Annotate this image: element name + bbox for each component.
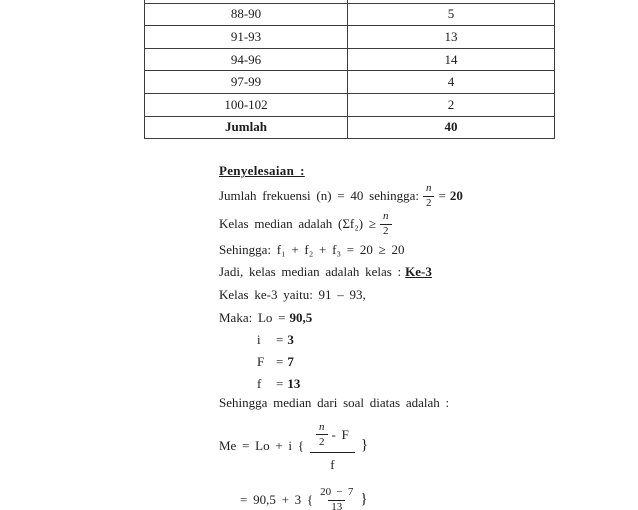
formula-sub-lhs: = 90,5 + 3 { [240,491,314,507]
table-row [145,93,555,116]
var-value: 13 [287,376,301,391]
fraction-numerator: n [319,420,325,433]
var-name: f [257,376,262,391]
line6-text: Maka: Lo = [219,310,286,325]
frequency-cell: 2 [348,93,555,116]
total-label-cell: Jumlah [145,116,348,139]
table-row [145,26,555,49]
formula-lhs: Me = Lo + i { [219,437,305,453]
line2-text: Kelas median adalah (Σf₂) ≥ [219,215,377,231]
solution-line-median-class [219,212,392,236]
variable-line-i [257,333,294,348]
median-formula-substituted [240,486,368,510]
var-value: 7 [287,354,294,369]
solution-line-lo [219,311,312,326]
fraction-20-7-over-13 [317,487,356,510]
solution-line-sum [219,243,404,258]
interval-cell: 88-90 [145,3,348,26]
formula-fraction [310,422,355,471]
total-value-cell: 40 [348,116,555,139]
solution-heading-line [219,164,305,179]
var-value: 3 [287,332,294,347]
lo-value: 90,5 [289,310,313,325]
solution-line-conclusion [219,265,432,280]
frequency-cell: 4 [348,71,555,94]
frequency-cell: 13 [348,26,555,49]
fraction-n-over-2 [423,183,435,209]
frequency-cell: 5 [348,3,555,26]
table-row [145,3,555,26]
closing-brace: } [360,437,369,454]
frequency-cell: 14 [348,48,555,71]
equals-sign: = [276,354,284,369]
solution-line-frequency [219,184,463,208]
median-formula [219,421,368,471]
fraction-denominator: 13 [328,500,345,510]
fraction-numerator: n [383,210,389,222]
fraction-denominator: 2 [380,224,392,238]
solution-heading: Penyelesaian : [219,163,305,178]
formula-fraction-denominator: f [310,452,355,471]
line1-text: Jumlah frekuensi (n) = 40 sehingga: [219,187,419,203]
interval-cell: 100-102 [145,93,348,116]
formula-fraction-numerator [310,422,355,452]
fraction-numerator: n [425,182,432,194]
table-row [145,71,555,94]
interval-cell: 97-99 [145,71,348,94]
line1-result: 20 [449,187,463,203]
fraction-denominator: 2 [423,196,435,210]
fraction-denominator: 2 [316,434,328,448]
line3-text: Sehingga: f₁ + f₂ + f₃ = 20 ≥ 20 [219,242,405,257]
line4-emphasis: Ke-3 [405,264,432,279]
var-name: F [257,354,265,369]
interval-cell: 91-93 [145,26,348,49]
equals-sign: = [276,376,284,391]
fraction-numerator: 20 − 7 [320,486,354,498]
interval-cell: 94-96 [145,48,348,71]
numerator-rest: - F [331,427,349,442]
line4-text: Jadi, kelas median adalah kelas : [219,264,402,279]
table-total-row [145,116,555,139]
closing-brace: } [360,491,368,508]
var-name: i [257,332,261,347]
fraction-n-over-2 [380,211,392,237]
equals-sign: = [438,187,446,203]
solution-line-class-range [219,288,366,303]
line7-text: Sehingga median dari soal diatas adalah : [219,395,450,410]
table-row [145,48,555,71]
solution-line-intro-formula [219,396,449,411]
variable-line-F [257,355,294,370]
line5-text: Kelas ke-3 yaitu: 91 – 93, [219,287,366,302]
equals-sign: = [276,332,284,347]
fraction-n-over-2 [316,422,328,448]
variable-line-f [257,377,300,392]
frequency-table [144,0,555,139]
